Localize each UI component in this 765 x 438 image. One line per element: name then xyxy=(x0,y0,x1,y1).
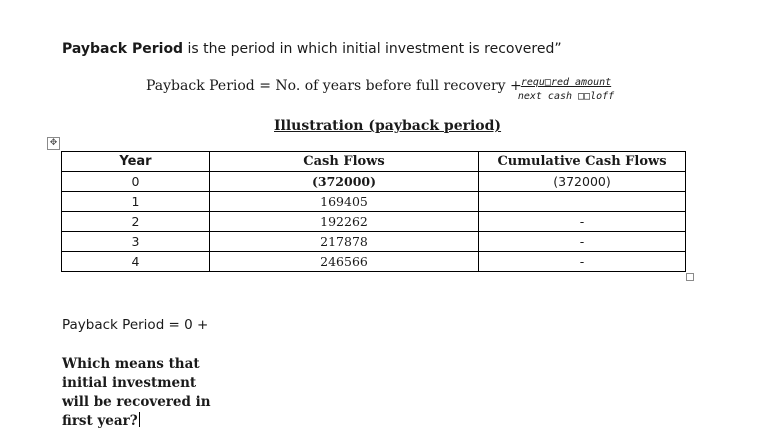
cash-flow-cell[interactable]: 217878 xyxy=(210,232,479,252)
table-row xyxy=(62,252,686,272)
payback-result-text: Payback Period = 0 + xyxy=(62,317,209,333)
fraction-numerator: requ□red amount xyxy=(520,77,612,88)
cash-flow-cell[interactable]: (372000) xyxy=(210,172,479,192)
cash-flow-table xyxy=(61,151,686,272)
cumulative-cell[interactable]: - xyxy=(479,252,686,272)
year-cell[interactable]: 1 xyxy=(62,192,210,212)
definition-paragraph xyxy=(62,41,562,57)
cumulative-cell[interactable]: - xyxy=(479,232,686,252)
header-cash-flows: Cash Flows xyxy=(210,152,479,172)
year-cell[interactable]: 0 xyxy=(62,172,210,192)
definition-text: is the period in which initial investment is recovered” xyxy=(183,41,562,57)
conclusion-paragraph[interactable] xyxy=(62,355,222,431)
table-row xyxy=(62,172,686,192)
table-row xyxy=(62,212,686,232)
definition-term: Payback Period xyxy=(62,41,184,57)
cash-flow-cell[interactable]: 169405 xyxy=(210,192,479,212)
header-year: Year xyxy=(62,152,210,172)
year-cell[interactable]: 2 xyxy=(62,212,210,232)
year-cell[interactable]: 4 xyxy=(62,252,210,272)
header-cumulative-cash-flows: Cumulative Cash Flows xyxy=(479,152,686,172)
cumulative-cell[interactable]: - xyxy=(479,212,686,232)
resize-square-icon[interactable] xyxy=(686,273,694,281)
table-row xyxy=(62,232,686,252)
move-arrows-icon[interactable]: ✥ xyxy=(47,137,60,150)
table-row xyxy=(62,192,686,212)
cash-flow-cell[interactable]: 246566 xyxy=(210,252,479,272)
cash-flow-cell[interactable]: 192262 xyxy=(210,212,479,232)
fraction-denominator: next cash □□loff xyxy=(517,91,615,102)
conclusion-text: Which means that initial investment will be recovered in first year? xyxy=(62,356,211,429)
illustration-title: Illustration (payback period) xyxy=(274,118,502,134)
cumulative-cell[interactable]: (372000) xyxy=(479,172,686,192)
cumulative-cell[interactable] xyxy=(479,192,686,212)
table-header-row xyxy=(62,152,686,172)
formula-fraction xyxy=(517,77,615,102)
year-cell[interactable]: 3 xyxy=(62,232,210,252)
formula-text: Payback Period = No. of years before full recovery + xyxy=(146,78,522,94)
text-cursor xyxy=(139,412,140,427)
